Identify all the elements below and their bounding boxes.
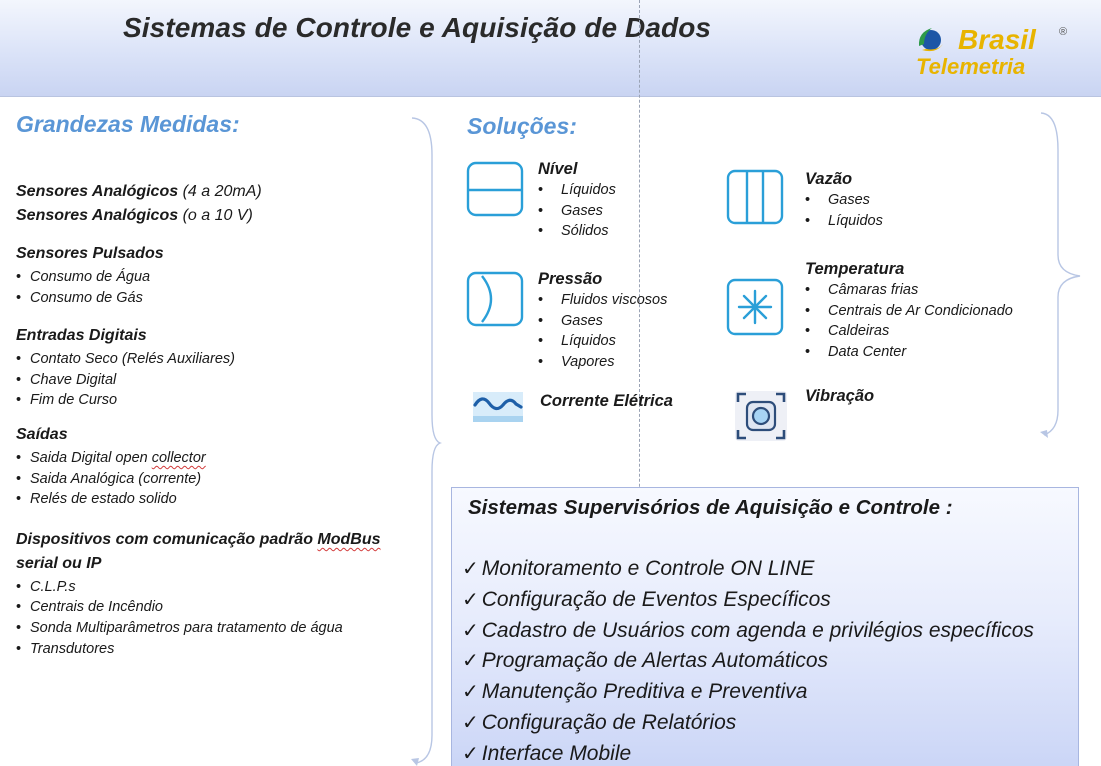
grandezas-heading: Grandezas Medidas: bbox=[16, 111, 240, 137]
supervisorio-box bbox=[451, 487, 1079, 766]
list-item: ✓ Cadastro de Usuários com agenda e privilégios específicos bbox=[462, 618, 1034, 642]
digitais-title: Entradas Digitais bbox=[16, 327, 147, 345]
list-item: • Data Center bbox=[805, 342, 1013, 363]
check-icon: ✓ bbox=[462, 681, 479, 704]
level-icon bbox=[466, 161, 524, 217]
pressao-block bbox=[538, 269, 667, 372]
list-item: • Contato Seco (Relés Auxiliares) bbox=[16, 349, 436, 370]
list-item: ✓ Configuração de Relatórios bbox=[462, 710, 737, 734]
check-icon: ✓ bbox=[462, 619, 479, 642]
list-item: • Centrais de Incêndio bbox=[16, 597, 436, 618]
analog-sensor-line-2: Sensores Analógicos (o a 10 V) bbox=[16, 207, 253, 224]
pressure-icon bbox=[466, 271, 524, 327]
supervisorio-list bbox=[462, 554, 1034, 766]
nivel-title: Nível bbox=[538, 160, 578, 178]
vazao-title: Vazão bbox=[805, 170, 853, 188]
check-icon: ✓ bbox=[462, 650, 479, 673]
logo-text-brasil: Brasil bbox=[958, 24, 1036, 55]
left-brace-decoration bbox=[408, 115, 444, 766]
logo-globe-icon bbox=[916, 24, 946, 54]
list-item: ✓ Programação de Alertas Automáticos bbox=[462, 649, 829, 673]
dispositivos-title: Dispositivos com comunicação padrão ModBus serial ou IP bbox=[16, 530, 381, 572]
dispositivos-items bbox=[16, 577, 436, 659]
supervisorio-title: Sistemas Supervisórios de Aquisição e Controle : bbox=[468, 496, 953, 519]
list-item: • Câmaras frias bbox=[805, 280, 1013, 301]
pressao-title: Pressão bbox=[538, 270, 603, 288]
temperatura-block bbox=[805, 259, 1013, 362]
analog-sensor-line-1: Sensores Analógicos (4 a 20mA) bbox=[16, 183, 262, 200]
list-item: • Líquidos bbox=[538, 331, 667, 352]
pulsados-items bbox=[16, 267, 436, 308]
flow-icon bbox=[726, 169, 784, 225]
corrente-title: Corrente Elétrica bbox=[540, 392, 673, 410]
list-item: • Consumo de Água bbox=[16, 267, 436, 288]
header-banner bbox=[0, 0, 1101, 97]
list-item: • Centrais de Ar Condicionado bbox=[805, 301, 1013, 322]
vibration-icon bbox=[734, 390, 788, 442]
list-item: • Transdutores bbox=[16, 639, 436, 660]
page-title: Sistemas de Controle e Aquisição de Dados bbox=[123, 12, 712, 43]
list-item: • Saida Digital open collector bbox=[16, 448, 436, 469]
list-item: • C.L.P.s bbox=[16, 577, 436, 598]
saidas-items bbox=[16, 448, 436, 510]
list-item: • Líquidos bbox=[805, 211, 883, 232]
list-item: • Líquidos bbox=[538, 180, 616, 201]
vibracao-title: Vibração bbox=[805, 387, 875, 405]
temperatura-title: Temperatura bbox=[805, 260, 905, 278]
list-item: • Relés de estado solido bbox=[16, 489, 436, 510]
list-item: • Gases bbox=[538, 311, 667, 332]
list-item: • Sólidos bbox=[538, 221, 616, 242]
list-item: • Caldeiras bbox=[805, 321, 1013, 342]
list-item: • Gases bbox=[538, 201, 616, 222]
grandezas-list bbox=[16, 180, 436, 659]
snowflake-icon bbox=[726, 278, 784, 336]
list-item: • Chave Digital bbox=[16, 370, 436, 391]
list-item: • Sonda Multiparâmetros para tratamento de água bbox=[16, 618, 436, 639]
brasil-telemetria-logo bbox=[916, 22, 1076, 82]
check-icon: ✓ bbox=[462, 711, 479, 734]
solucoes-heading: Soluções: bbox=[467, 113, 577, 139]
list-item: • Gases bbox=[805, 190, 883, 211]
list-item: • Vapores bbox=[538, 352, 667, 373]
list-item: ✓ Interface Mobile bbox=[462, 741, 632, 765]
list-item: ✓ Manutenção Preditiva e Preventiva bbox=[462, 680, 808, 704]
list-item: ✓ Monitoramento e Controle ON LINE bbox=[462, 557, 815, 580]
list-item: • Consumo de Gás bbox=[16, 288, 436, 309]
corrente-block bbox=[540, 391, 673, 412]
pulsados-title: Sensores Pulsados bbox=[16, 245, 164, 262]
list-item: • Saida Analógica (corrente) bbox=[16, 469, 436, 490]
list-item: • Fluidos viscosos bbox=[538, 290, 667, 311]
check-icon: ✓ bbox=[462, 558, 479, 580]
vazao-block bbox=[805, 169, 883, 231]
logo-text-telemetria: Telemetria bbox=[916, 54, 1026, 79]
check-icon: ✓ bbox=[462, 588, 479, 611]
logo-registered-mark: ® bbox=[1059, 26, 1068, 38]
check-icon: ✓ bbox=[462, 742, 479, 765]
nivel-block bbox=[538, 159, 616, 242]
right-brace-decoration bbox=[1038, 110, 1086, 440]
saidas-title: Saídas bbox=[16, 425, 68, 443]
list-item: • Fim de Curso bbox=[16, 390, 436, 411]
vibracao-block bbox=[805, 386, 874, 407]
wave-icon bbox=[472, 391, 524, 423]
digitais-items bbox=[16, 349, 436, 411]
list-item: ✓ Configuração de Eventos Específicos bbox=[462, 587, 831, 611]
